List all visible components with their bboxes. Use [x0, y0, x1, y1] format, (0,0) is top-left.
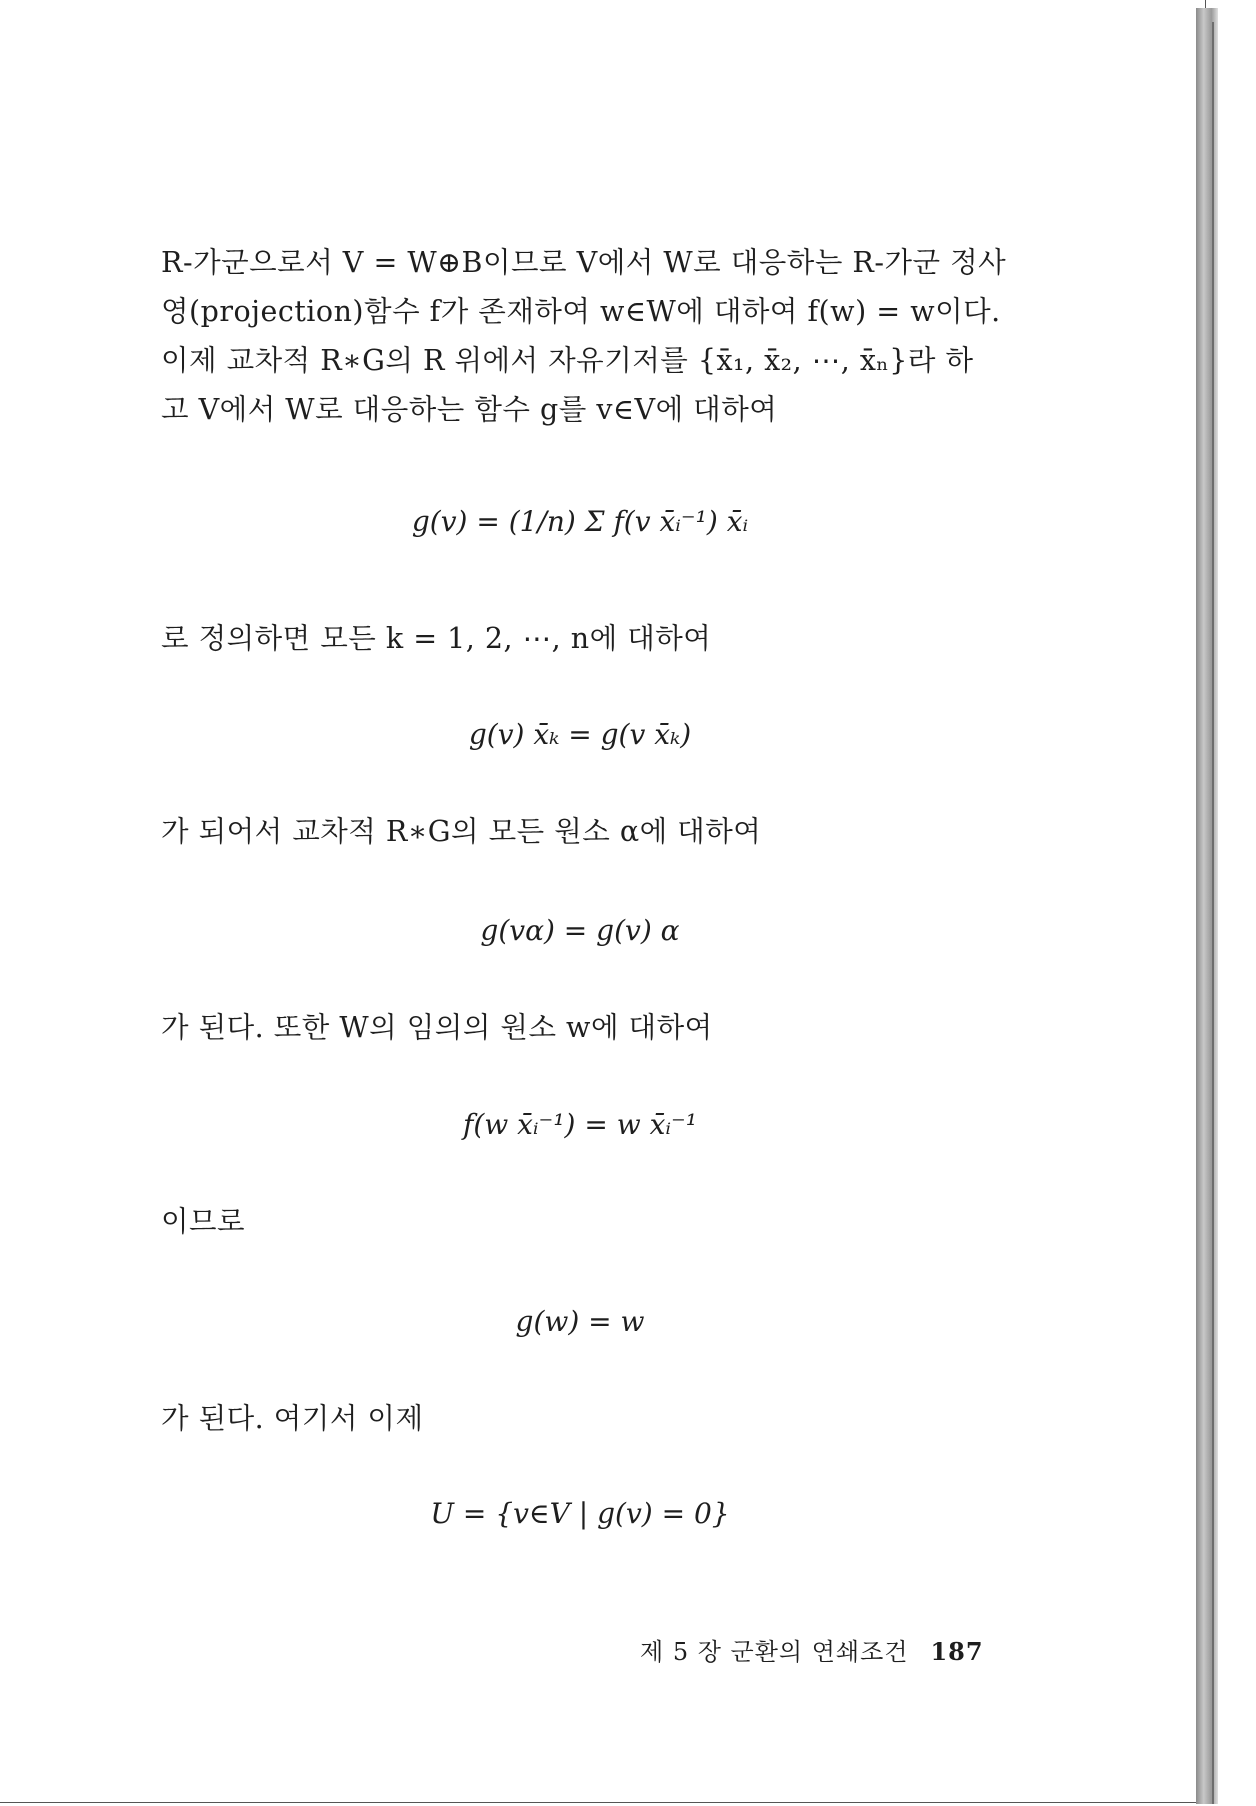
chapter-title: 제 5 장 군환의 연쇄조건 [640, 1638, 909, 1666]
page-edge-line [1212, 22, 1214, 1804]
body-line: 가 된다. 또한 W의 임의의 원소 w에 대하여 [161, 1011, 713, 1044]
equation: g(v) x̄ₖ = g(v x̄ₖ) [468, 718, 692, 751]
equation: U = {v∈V | g(v) = 0} [430, 1497, 730, 1530]
equation: g(w) = w [515, 1305, 645, 1338]
page-edge-shadow [1196, 8, 1218, 1804]
page-footer [640, 1632, 984, 1667]
page-number: 187 [930, 1637, 984, 1666]
equation: g(v) = (1/n) Σ f(v x̄ᵢ⁻¹) x̄ᵢ [411, 505, 749, 538]
body-line: 이제 교차적 R∗G의 R 위에서 자유기저를 {x̄₁, x̄₂, ⋯, x̄ₙ}라 하 [161, 344, 974, 377]
body-line: 로 정의하면 모든 k = 1, 2, ⋯, n에 대하여 [161, 622, 712, 655]
body-line: 가 된다. 여기서 이제 [161, 1402, 424, 1435]
body-line: 고 V에서 W로 대응하는 함수 g를 v∈V에 대하여 [161, 393, 778, 426]
body-line: 영(projection)함수 f가 존재하여 w∈W에 대하여 f(w) = w이다. [161, 295, 1001, 328]
equation: g(vα) = g(v) α [480, 914, 680, 947]
equation: f(w x̄ᵢ⁻¹) = w x̄ᵢ⁻¹ [462, 1108, 698, 1141]
body-line: 가 되어서 교차적 R∗G의 모든 원소 α에 대하여 [161, 815, 762, 848]
body-line: 이므로 [161, 1205, 246, 1238]
body-line: R-가군으로서 V = W⊕B이므로 V에서 W로 대응하는 R-가군 정사 [161, 246, 1007, 279]
